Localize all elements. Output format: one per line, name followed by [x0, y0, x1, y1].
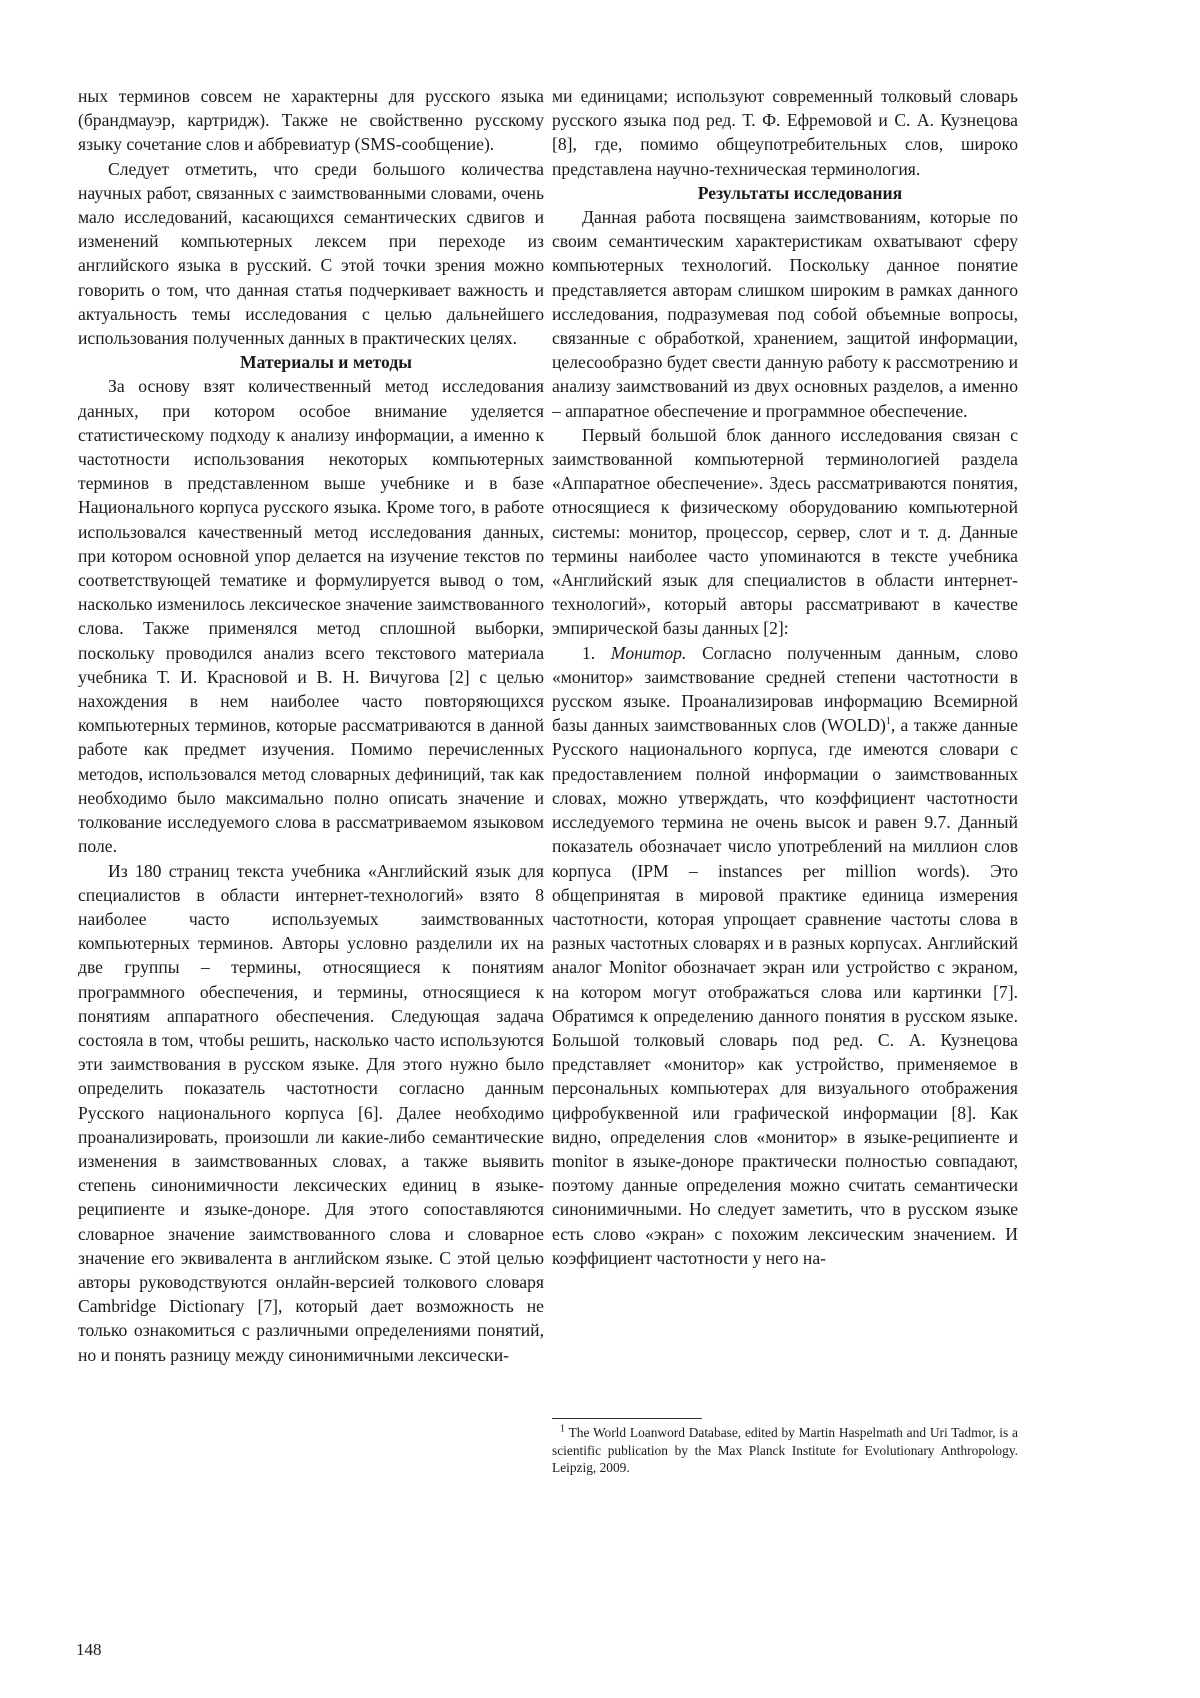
left-column — [78, 84, 544, 1367]
text-run: , а также данные Русского национального корпуса, где имеются словари с предоставлением полной информации о заимствованных словах, можно утверждать, что коэффициент частотности исследуемого термина не очень высок и равен 9.7. Данный показатель обозначает число употреблений на миллион слов корпуса (IPM – instances per million words). Это общепринятая в мировой практике единица измерения частотности, которая упрощает сравнение частоты слова в разных частотных словарях и в разных корпусах. Английский аналог Monitor обозначает экран или устройство с экраном, на котором могут отображаться слова или картинки [7]. Обратимся к определению данного понятия в русском языке. Большой толковый словарь под ред. С. А. Кузнецова представляет «монитор» как устройство, применяемое в персональных компьютерах для визуального отображения цифробуквенной или графической информации [8]. Как видно, определения слов «монитор» в языке-реципиенте и monitor в языке-доноре практически полностью совпадают, поэтому данные определения можно считать семантически синонимичными. Но следует заметить, что в русском языке есть слово «экран» с похожим лексическим значением. И коэффициент частотности у него на- — [552, 715, 1018, 1268]
footnote-divider — [552, 1418, 702, 1419]
paragraph-monitor — [552, 641, 1018, 1270]
paragraph: Из 180 страниц текста учебника «Английский язык для специалистов в области интернет-технологий» взято 8 наиболее часто используемых заимствованных компьютерных терминов. Авторы условно разделили их на две группы – термины, относящиеся к понятиям программного обеспечения, и термины, относящиеся к понятиям аппаратного обеспечения. Следующая задача состояла в том, чтобы решить, насколько часто используются эти заимствования в русском языке. Для этого нужно было определить показатель частотности согласно данным Русского национального корпуса [6]. Далее необходимо проанализировать, произошли ли какие-либо семантические изменения в заимствованных словах, а также выявить степень синонимичности лексических единиц в языке-реципиенте и языке-доноре. Для этого сопоставляются словарное значение заимствованного слова и словарное значение его эквивалента в английском языке. С этой целью авторы руководствуются онлайн-версией толкового словаря Cambridge Dictionary [7], который дает возможность не только ознакомиться с различными определениями понятий, но и понять разницу между синонимичными лексически- — [78, 860, 544, 1365]
paragraph: За основу взят количественный метод исследования данных, при котором особое внимание уделяется статистическому подходу к анализу информации, а именно к частотности использования некоторых компьютерных терминов в представленном выше учебнике и в базе Национального корпуса русского языка. Кроме того, в работе использовался качественный метод исследования данных, при котором основной упор делается на изучение текстов по соответствующей тематике и формулируется вывод о том, насколько изменилось лексическое значение заимствованного слова. Также применялся метод сплошной выборки, поскольку проводился анализ всего текстового материала учебника Т. И. Красновой и В. Н. Вичугова [2] с целью нахождения в нем наиболее часто повторяющихся компьютерных терминов, которые рассматриваются в данной работе как предмет изучения. Помимо перечисленных методов, использовался метод словарных дефиниций, так как необходимо было максимально полно описать значение и толкование исследуемого слова в рассматриваемом языковом поле. — [78, 376, 544, 857]
section-heading-results: Результаты исследования — [697, 182, 903, 203]
right-column — [552, 84, 1018, 1270]
footnote-text: The World Loanword Database, edited by Martin Haspelmath and Uri Tadmor, is a scientific publication by the Max Planck Institute for Evolutionary Anthropology. Leipzig, 2009. — [552, 1425, 1018, 1475]
paragraph: ных терминов совсем не характерны для русского языка (брандмауэр, картридж). Также не свойственно русскому языку сочетание слов и аббревиатур (SMS-сообщение). — [78, 86, 544, 155]
paragraph: ми единицами; используют современный толковый словарь русского языка под ред. Т. Ф. Ефремовой и С. А. Кузнецова [8], где, помимо общеупотребительных слов, широко представлена научно-техническая терминология. — [552, 86, 1018, 179]
text-run: Согласно полученным данным, слово «монитор» заимствование средней степени частотности в русском языке. Проанализировав информацию Всемирной базы данных заимствованных слов (WOLD) — [552, 642, 1019, 736]
list-number: 1. — [582, 642, 611, 663]
footnote-reference[interactable]: 1 — [885, 716, 891, 728]
paragraph: Следует отметить, что среди большого количества научных работ, связанных с заимствованными словами, очень мало исследований, касающихся семантических сдвигов и изменений компьютерных лексем при переходе из английского языка в русский. С этой точки зрения можно говорить о том, что данная статья подчеркивает важность и актуальность темы исследования с целью дальнейшего использования полученных данных в практических целях. — [78, 158, 544, 349]
term-monitor: Монитор. — [610, 642, 687, 663]
page-number: 148 — [76, 1640, 102, 1659]
section-heading-methods: Материалы и методы — [240, 352, 412, 373]
footnote-marker: 1 — [560, 1423, 565, 1435]
paragraph: Данная работа посвящена заимствованиям, которые по своим семантическим характеристикам охватывают сферу компьютерных технологий. Поскольку данное понятие представляется авторам слишком широким в рамках данного исследования, подразумевая под собой объемные вопросы, связанные с обработкой, хранением, защитой информации, целесообразно будет свести данную работу к рассмотрению и анализу заимствований из двух основных разделов, а именно – аппаратное обеспечение и программное обеспечение. — [552, 207, 1018, 421]
footnote — [552, 1424, 1018, 1477]
paragraph: Первый большой блок данного исследования связан с заимствованной компьютерной терминологией раздела «Аппаратное обеспечение». Здесь рассматриваются понятия, относящиеся к физическому оборудованию компьютерной системы: монитор, процессор, сервер, слот и т. д. Данные термины наиболее часто упоминаются в тексте учебника «Английский язык для специалистов в области интернет-технологий», который авторы рассматривают в качестве эмпирической базы данных [2]: — [552, 424, 1018, 639]
